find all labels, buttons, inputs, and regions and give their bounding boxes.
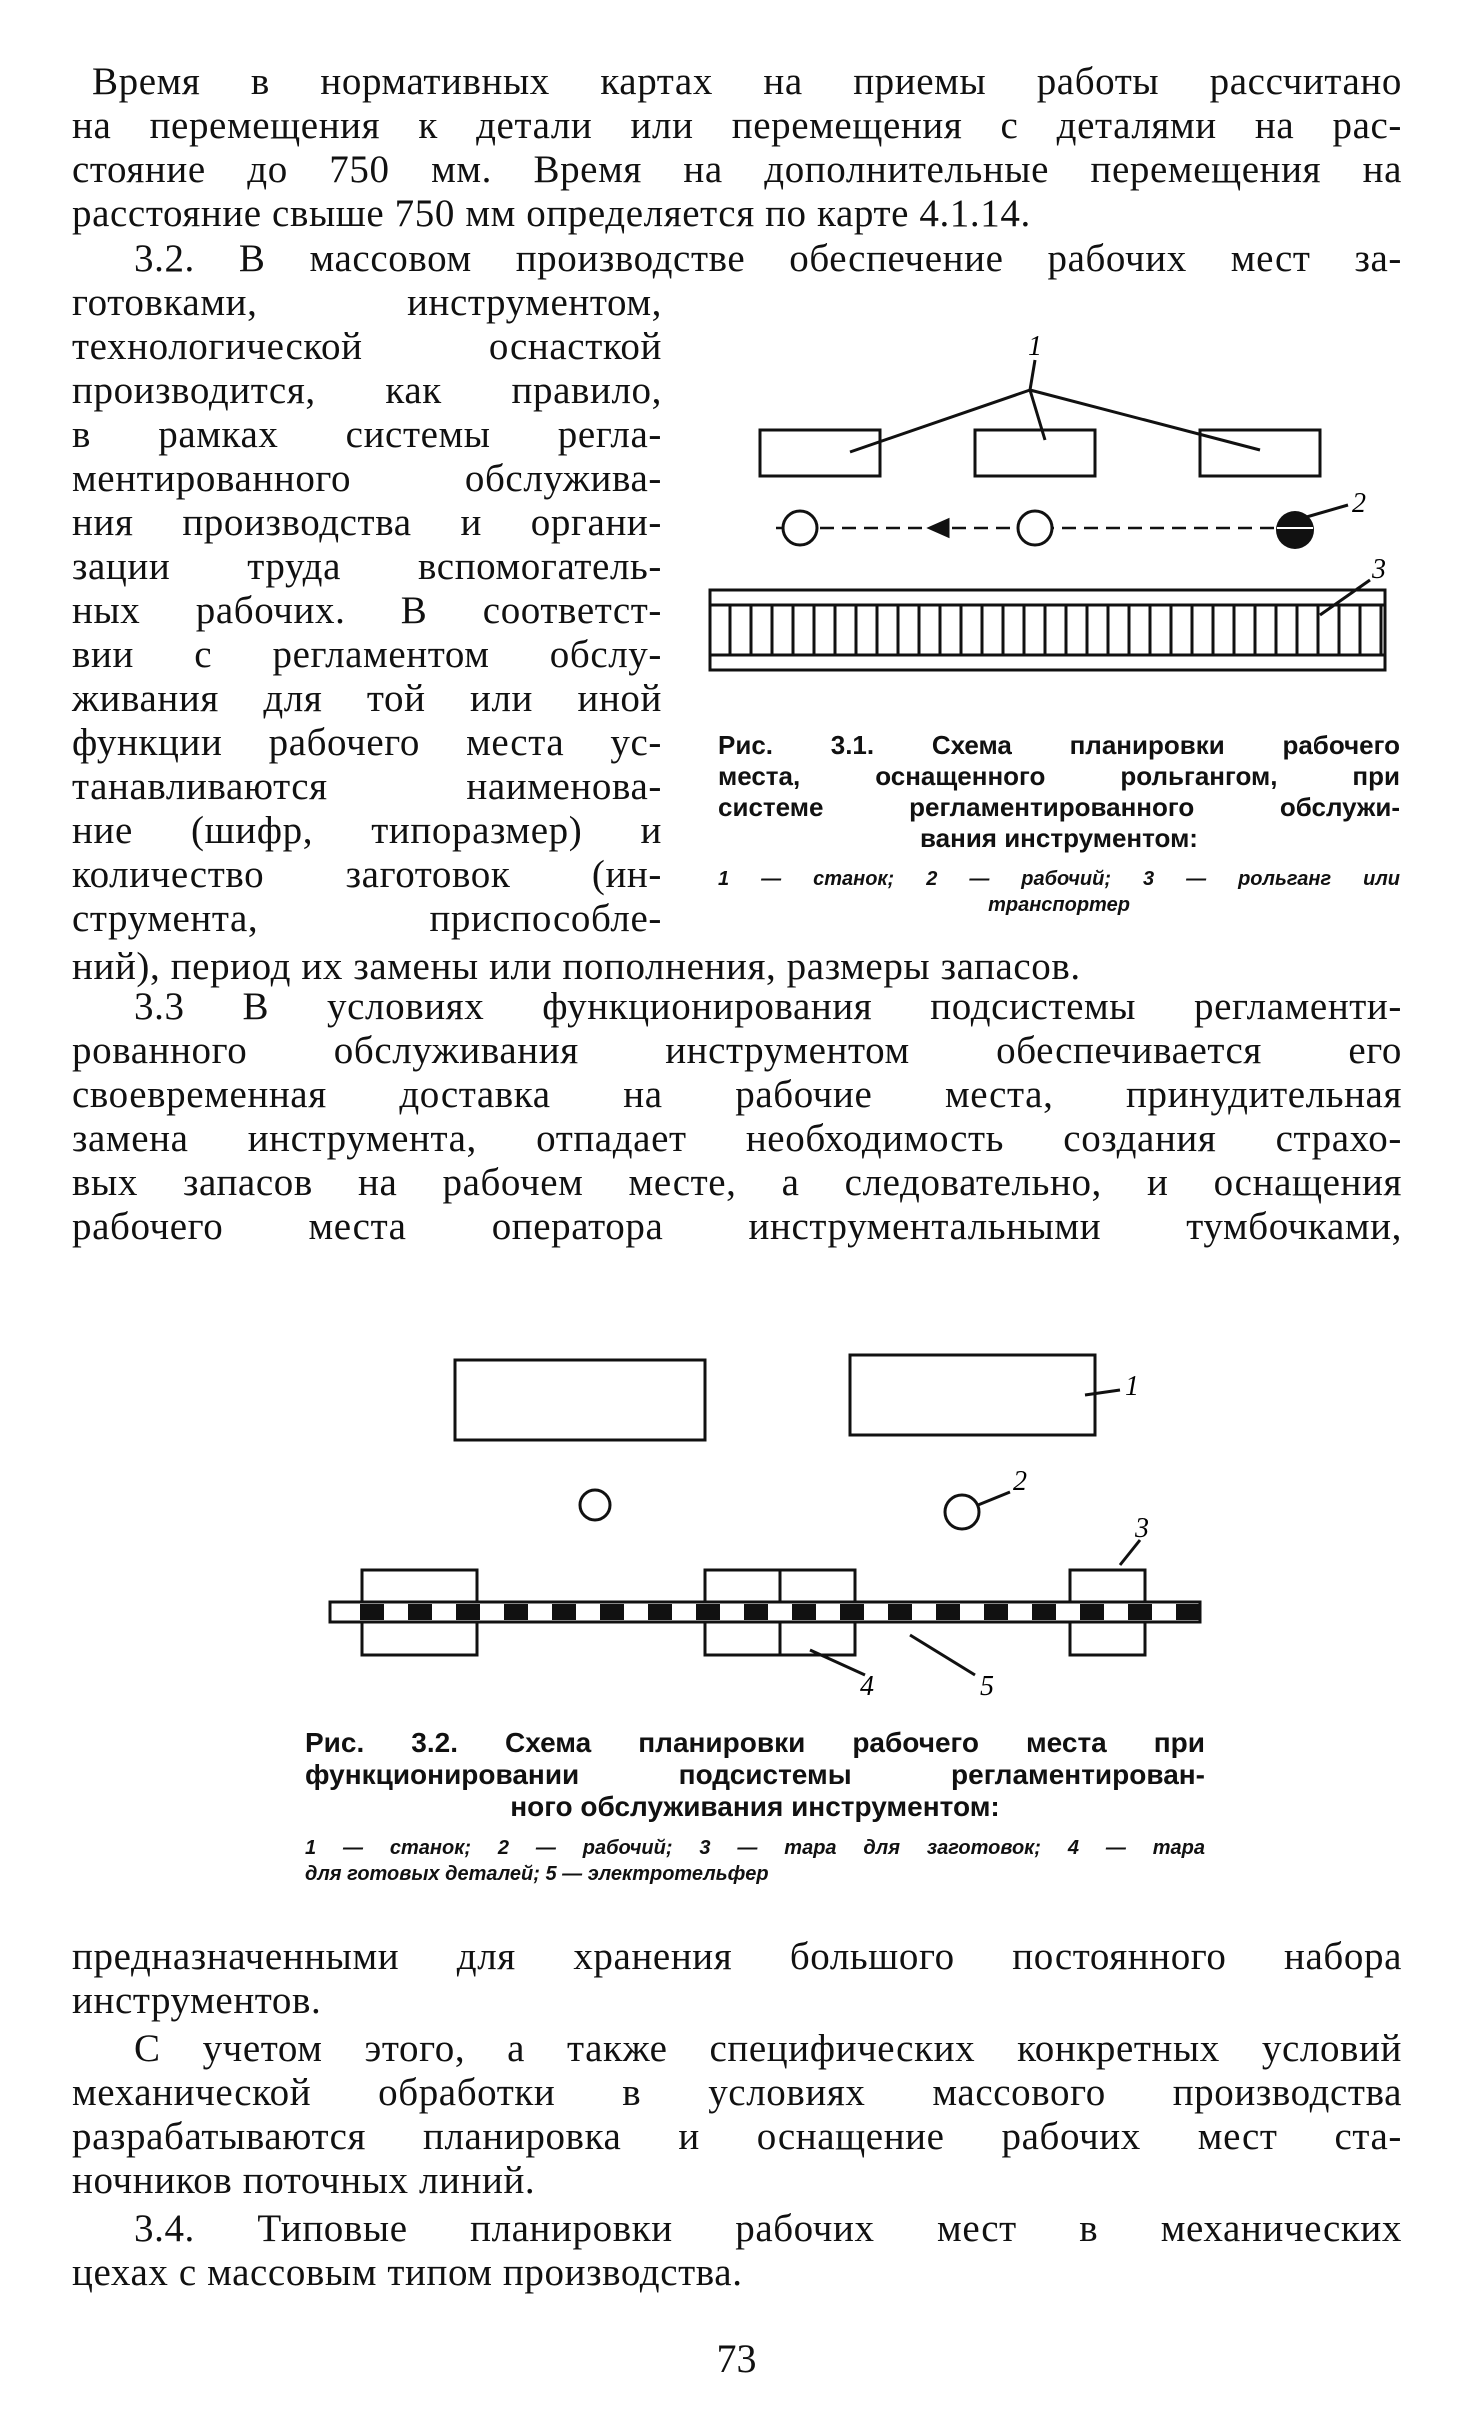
text-line: инструментов. — [72, 1979, 322, 2022]
hoist-segment — [696, 1604, 720, 1620]
text-line: стояние до 750 мм. Время на дополнительные перемещения на — [72, 148, 1402, 191]
text-line: живания для той или иной — [72, 677, 662, 720]
text-line: на перемещения к детали или перемещения с деталями на рас- — [72, 104, 1402, 147]
figure-legend: транспортер — [988, 894, 1130, 916]
hoist-segment — [888, 1604, 912, 1620]
text-line: замена инструмента, отпадает необходимость создания страхо- — [72, 1117, 1402, 1160]
hoist-segment — [360, 1604, 384, 1620]
hoist-segment — [504, 1604, 528, 1620]
figure-caption: системе регламентированного обслужи- — [718, 792, 1400, 822]
figure-legend: 1 — станок; 2 — рабочий; 3 — рольганг или — [718, 868, 1400, 890]
text-line: количество заготовок (ин- — [72, 853, 662, 896]
hoist-segment — [648, 1604, 672, 1620]
machine-box — [975, 430, 1095, 476]
text-line: ментированного обслужива- — [72, 457, 662, 500]
callout-label: 3 — [1372, 554, 1386, 585]
figure-caption: Рис. 3.1. Схема планировки рабочего — [718, 730, 1400, 760]
text-line: расстояние свыше 750 мм определяется по карте 4.1.14. — [72, 192, 1031, 235]
hoist-segment — [408, 1604, 432, 1620]
figure-3-2-diagram — [320, 1340, 1220, 1700]
text-line: 3.3 В условиях функционирования подсистемы регламенти- — [134, 985, 1402, 1028]
text-line: в рамках системы регла- — [72, 413, 662, 456]
callout-label: 1 — [1125, 1371, 1139, 1402]
text-line: Время в нормативных картах на приемы работы рассчитано — [92, 60, 1402, 103]
text-line: вых запасов на рабочем месте, а следовательно, и оснащения — [72, 1161, 1402, 1204]
hoist-segment — [456, 1604, 480, 1620]
hoist-segment — [1176, 1604, 1200, 1620]
electric-hoist-track — [330, 1602, 1200, 1622]
hoist-segment — [840, 1604, 864, 1620]
text-line: ния производства и органи- — [72, 501, 662, 544]
figure-caption: вания инструментом: — [920, 823, 1198, 853]
figure-caption: места, оснащенного рольгангом, при — [718, 761, 1400, 791]
callout-label: 3 — [1135, 1513, 1149, 1544]
hoist-segment — [1032, 1604, 1056, 1620]
text-line: своевременная доставка на рабочие места, принудительная — [72, 1073, 1402, 1116]
callout-label: 2 — [1352, 488, 1366, 519]
callout-label: 4 — [860, 1671, 874, 1702]
worker-icon — [580, 1490, 610, 1520]
roller-conveyor — [710, 590, 1385, 670]
text-line: разрабатываются планировка и оснащение рабочих мест ста- — [72, 2115, 1402, 2158]
text-line: ночников поточных линий. — [72, 2159, 536, 2202]
hoist-segment — [600, 1604, 624, 1620]
text-line: вии с регламентом обслу- — [72, 633, 662, 676]
text-line: функции рабочего места ус- — [72, 721, 662, 764]
hoist-segment — [984, 1604, 1008, 1620]
machine-box — [760, 430, 880, 476]
figure-legend: 1 — станок; 2 — рабочий; 3 — тара для заготовок; 4 — тара — [305, 1837, 1205, 1859]
figure-legend: для готовых деталей; 5 — электротельфер — [305, 1863, 769, 1885]
worker-icon — [783, 511, 817, 545]
text-line: рабочего места оператора инструментальными тумбочками, — [72, 1205, 1402, 1248]
callout-label: 2 — [1013, 1466, 1027, 1497]
figure-caption: Рис. 3.2. Схема планировки рабочего места при — [305, 1727, 1205, 1758]
text-line: 3.4. Типовые планировки рабочих мест в механических — [134, 2207, 1402, 2250]
text-line: механической обработки в условиях массового производства — [72, 2071, 1402, 2114]
text-line: технологической оснасткой — [72, 325, 662, 368]
arrow-left-icon — [930, 520, 948, 536]
worker-icon — [945, 1495, 979, 1529]
hoist-segment — [552, 1604, 576, 1620]
worker-icon — [1018, 511, 1052, 545]
hoist-segment — [936, 1604, 960, 1620]
text-line: цехах с массовым типом производства. — [72, 2251, 743, 2294]
hoist-segment — [1080, 1604, 1104, 1620]
page-number: 73 — [716, 2336, 757, 2381]
text-line: ных рабочих. В соответст- — [72, 589, 662, 632]
text-line: ние (шифр, типоразмер) и — [72, 809, 662, 852]
hoist-segment — [744, 1604, 768, 1620]
hoist-segment — [792, 1604, 816, 1620]
figure-caption: ного обслуживания инструментом: — [510, 1791, 1000, 1822]
text-line: С учетом этого, а также специфических конкретных условий — [134, 2027, 1402, 2070]
text-line: струмента, приспособле- — [72, 897, 662, 940]
text-line: готовками, инструментом, — [72, 281, 662, 324]
worker-icon — [1276, 511, 1314, 549]
text-line: производится, как правило, — [72, 369, 662, 412]
hoist-segment — [1128, 1604, 1152, 1620]
figure-3-1-diagram — [700, 331, 1400, 690]
figure-caption: функционировании подсистемы регламентирован- — [305, 1759, 1205, 1790]
text-line: танавливаются наименова- — [72, 765, 662, 808]
text-line: рованного обслуживания инструментом обеспечивается его — [72, 1029, 1402, 1072]
text-line: предназначенными для хранения большого постоянного набора — [72, 1935, 1402, 1978]
text-line: ний), период их замены или пополнения, размеры запасов. — [72, 945, 1081, 988]
machine-box — [455, 1360, 705, 1440]
text-line: зации труда вспомогатель- — [72, 545, 662, 588]
callout-label: 5 — [980, 1671, 994, 1702]
text-line: 3.2. В массовом производстве обеспечение рабочих мест за- — [134, 237, 1402, 280]
machine-box — [850, 1355, 1095, 1435]
machine-box — [1200, 430, 1320, 476]
callout-label: 1 — [1028, 331, 1042, 362]
